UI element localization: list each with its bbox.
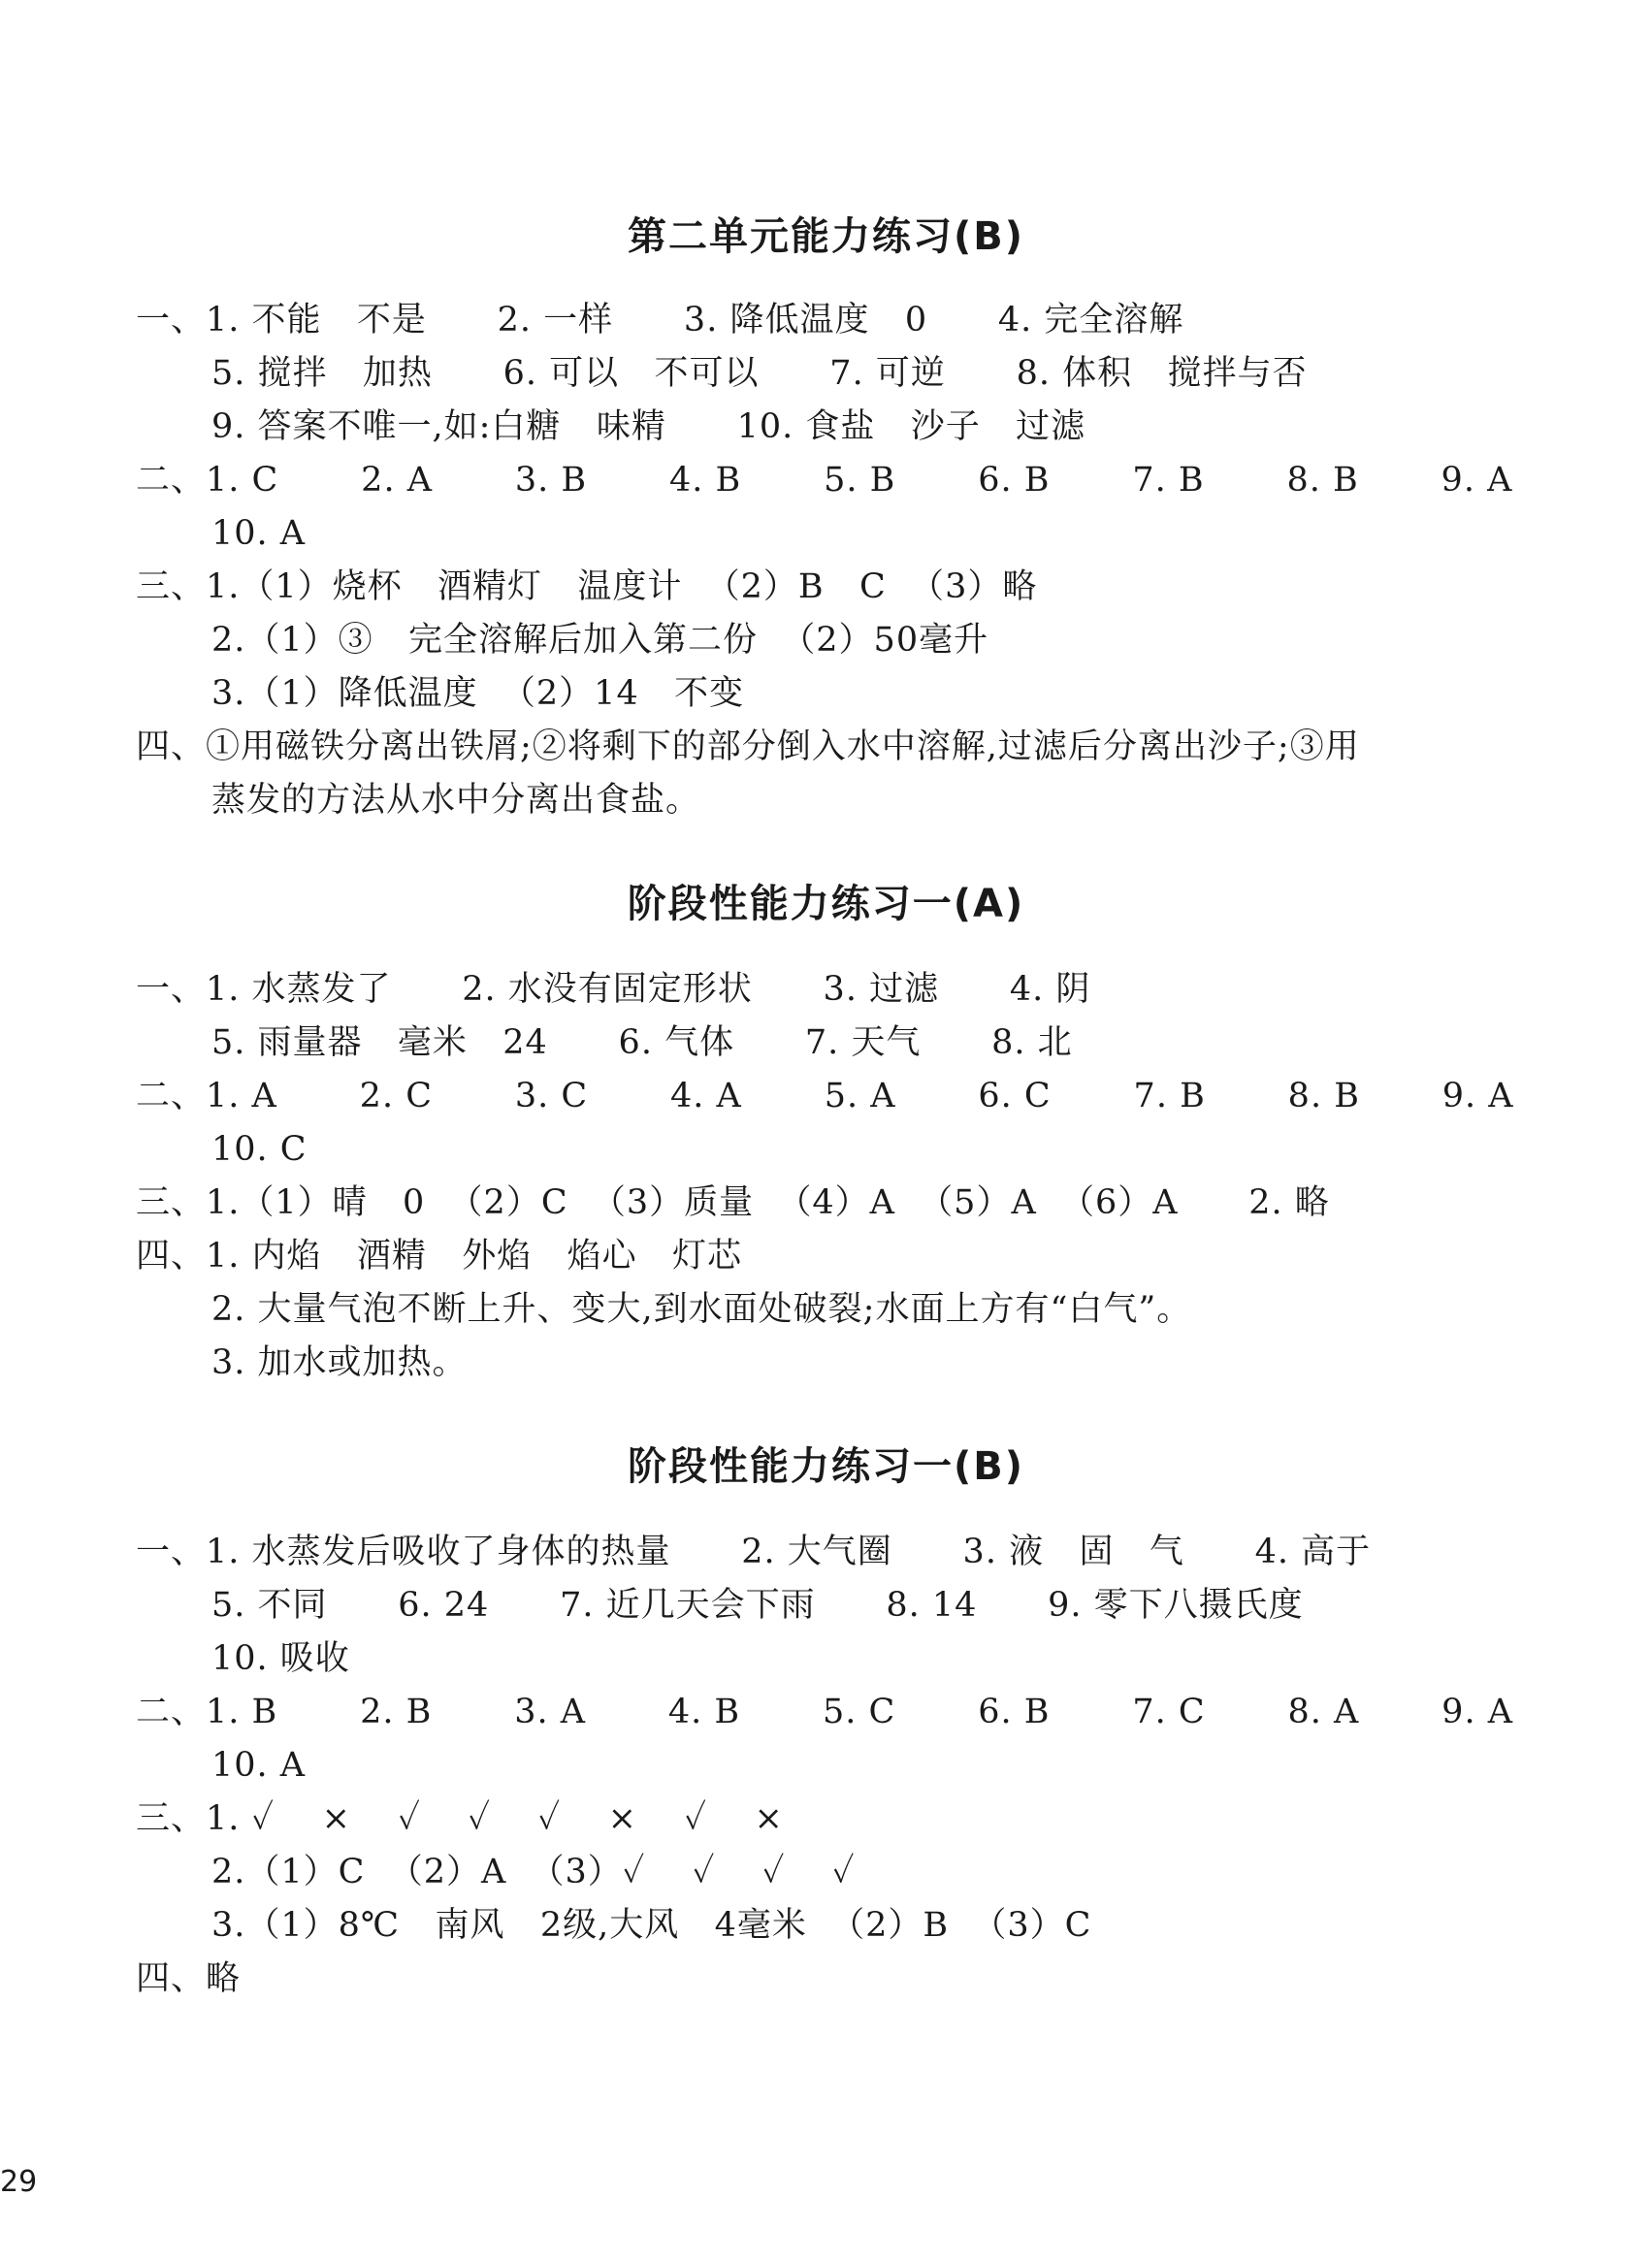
answer-line: 三、1.（1）烧杯 酒精灯 温度计 （2）B C （3）略	[136, 567, 1038, 606]
answer-line: 二、1. C 2. A 3. B 4. B 5. B 6. B 7. B 8. B 9. A	[136, 461, 1513, 500]
answer-line: 3.（1）降低温度 （2）14 不变	[211, 674, 745, 713]
answer-line: 三、1.（1）晴 0 （2）C （3）质量 （4）A （5）A （6）A 2. 略	[136, 1183, 1330, 1222]
answer-line: 10. A	[211, 1746, 307, 1785]
answer-line: 蒸发的方法从水中分离出食盐。	[211, 781, 701, 820]
answer-line: 5. 不同 6. 24 7. 近几天会下雨 8. 14 9. 零下八摄氏度	[211, 1586, 1304, 1625]
answer-line: 2.（1）③ 完全溶解后加入第二份 （2）50毫升	[211, 621, 989, 660]
section-title: 阶段性能力练习一(B)	[627, 1444, 1025, 1489]
answer-line: 3.（1）8℃ 南风 2级,大风 4毫米 （2）B （3）C	[211, 1906, 1092, 1945]
answer-line: 10. A	[211, 514, 307, 553]
page-number: 29	[0, 2165, 38, 2199]
answer-line: 2. 大量气泡不断上升、变大,到水面处破裂;水面上方有“白气”。	[211, 1290, 1192, 1329]
answer-line: 2.（1）C （2）A （3）✓ ✓ ✓ ✓	[211, 1853, 856, 1891]
answer-line: 5. 搅拌 加热 6. 可以 不可以 7. 可逆 8. 体积 搅拌与否	[211, 354, 1308, 393]
answer-line: 四、①用磁铁分离出铁屑;②将剩下的部分倒入水中溶解,过滤后分离出沙子;③用	[136, 727, 1360, 766]
answer-line: 二、1. B 2. B 3. A 4. B 5. C 6. B 7. C 8. A 9. A	[136, 1693, 1513, 1731]
answer-line: 四、略	[136, 1959, 242, 1998]
answer-line: 9. 答案不唯一,如:白糖 味精 10. 食盐 沙子 过滤	[211, 407, 1086, 446]
answer-line: 10. C	[211, 1130, 308, 1169]
answer-line: 三、1. ✓ × ✓ ✓ ✓ × ✓ ×	[136, 1799, 784, 1838]
answer-line: 一、1. 不能 不是 2. 一样 3. 降低温度 0 4. 完全溶解	[136, 301, 1184, 339]
answer-line: 四、1. 内焰 酒精 外焰 焰心 灯芯	[136, 1237, 743, 1276]
answer-line: 5. 雨量器 毫米 24 6. 气体 7. 天气 8. 北	[211, 1023, 1073, 1062]
answer-line: 二、1. A 2. C 3. C 4. A 5. A 6. C 7. B 8. B 9. A	[136, 1077, 1514, 1115]
answer-line: 10. 吸收	[211, 1639, 350, 1678]
answer-line: 一、1. 水蒸发了 2. 水没有固定形状 3. 过滤 4. 阴	[136, 970, 1091, 1009]
answer-line: 一、1. 水蒸发后吸收了身体的热量 2. 大气圈 3. 液 固 气 4. 高于	[136, 1533, 1372, 1571]
section-title: 第二单元能力练习(B)	[627, 214, 1025, 259]
section-title: 阶段性能力练习一(A)	[627, 882, 1025, 926]
answer-line: 3. 加水或加热。	[211, 1343, 468, 1382]
